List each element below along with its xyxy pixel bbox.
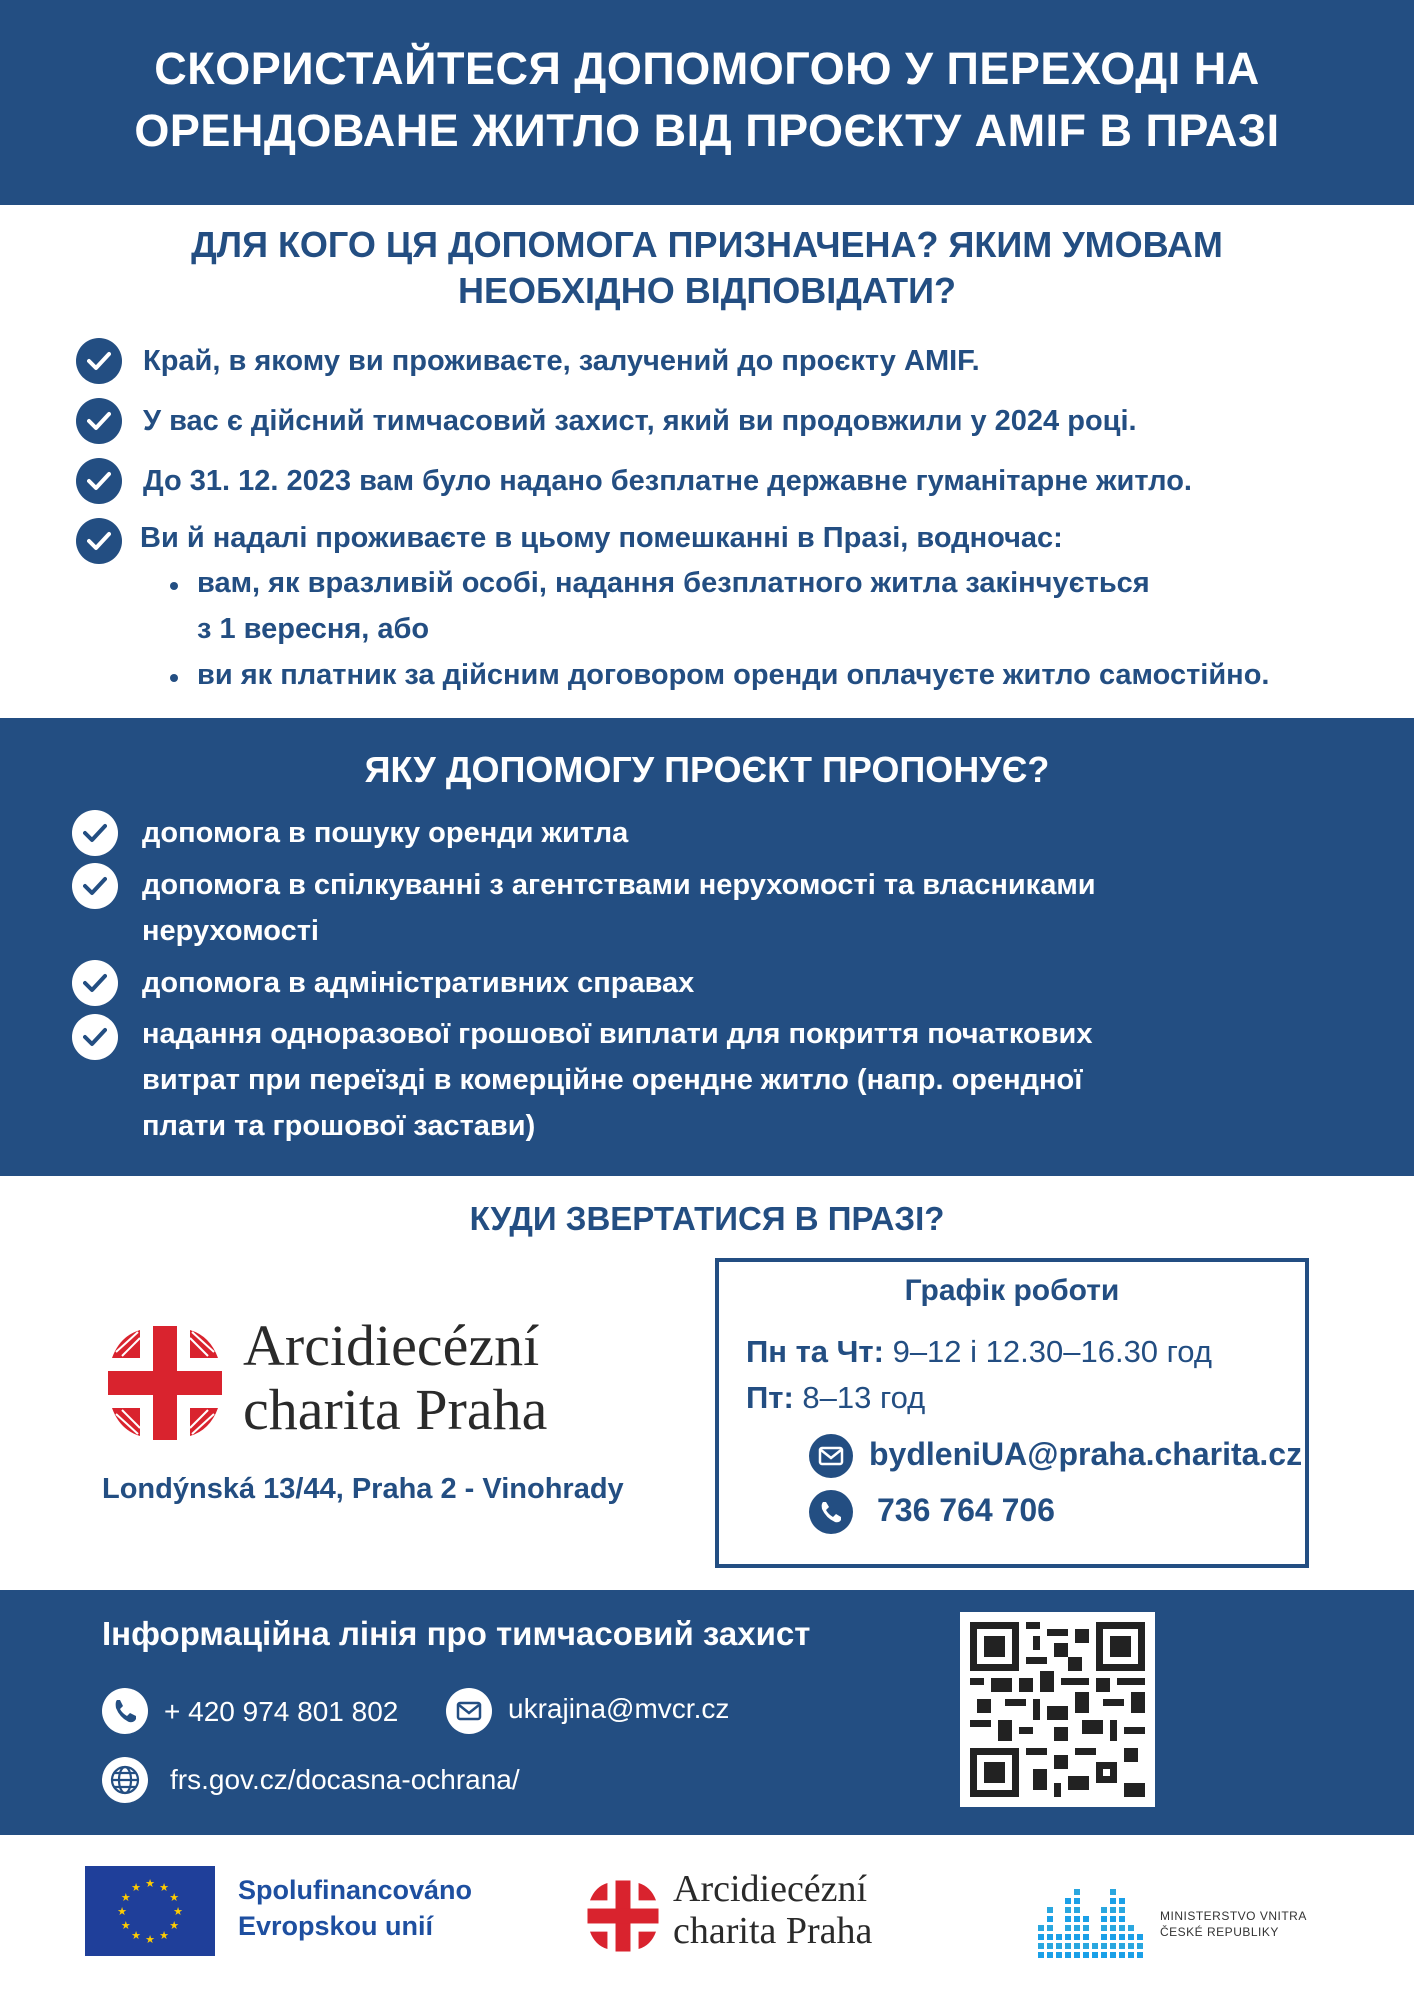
ministry-logo-dot bbox=[1074, 1898, 1080, 1904]
ministry-logo-dot bbox=[1047, 1916, 1053, 1922]
ministry-logo-dot bbox=[1092, 1952, 1098, 1958]
email-icon bbox=[809, 1434, 853, 1478]
contact-title: КУДИ ЗВЕРТАТИСЯ В ПРАЗІ? bbox=[469, 1200, 945, 1237]
eu-text-line-2: Evropskou unií bbox=[238, 1911, 434, 1941]
page-title-line-2: ОРЕНДОВАНЕ ЖИТЛО ВІД ПРОЄКТУ AMIF В ПРАЗІ bbox=[134, 105, 1280, 156]
eu-star-icon: ★ bbox=[159, 1930, 169, 1943]
ministry-logo-dot bbox=[1056, 1943, 1062, 1949]
eu-text-line-1: Spolufinancováno bbox=[238, 1875, 473, 1905]
charita-logo-text bbox=[243, 1314, 547, 1442]
ministry-text-line-2: ČESKÉ REPUBLIKY bbox=[1160, 1925, 1279, 1939]
ministry-logo-dot bbox=[1047, 1907, 1053, 1913]
ministry-logo-dot bbox=[1119, 1952, 1125, 1958]
charita-footer-line-2: charita Praha bbox=[673, 1910, 873, 1952]
ministry-logo-dot bbox=[1074, 1925, 1080, 1931]
eu-star-icon: ★ bbox=[117, 1906, 127, 1918]
charita-name-line-1: Arcidiecézní bbox=[243, 1313, 540, 1378]
eu-star-icon: ★ bbox=[159, 1881, 169, 1894]
ministry-logo-dot bbox=[1074, 1943, 1080, 1949]
check-icon bbox=[72, 810, 118, 856]
eligibility-sub-item: вам, як вразливій особі, надання безплатного житла закінчується bbox=[197, 567, 1150, 599]
ministry-logo-dot bbox=[1074, 1916, 1080, 1922]
ministry-logo-dot bbox=[1038, 1934, 1044, 1940]
ministry-logo-dot bbox=[1065, 1952, 1071, 1958]
ministry-logo-dot bbox=[1110, 1925, 1116, 1931]
ministry-logo-dot bbox=[1137, 1952, 1143, 1958]
charita-cross-logo-small bbox=[585, 1878, 661, 1954]
phone-icon bbox=[102, 1688, 148, 1734]
globe-icon bbox=[102, 1757, 148, 1803]
eligibility-title-line-1: ДЛЯ КОГО ЦЯ ДОПОМОГА ПРИЗНАЧЕНА? ЯКИМ УМОВАМ bbox=[191, 224, 1223, 265]
ministry-logo-dot bbox=[1047, 1943, 1053, 1949]
eligibility-item: У вас є дійсний тимчасовий захист, який ви продовжили у 2024 році. bbox=[143, 405, 1137, 437]
schedule-hours: 8–13 год bbox=[802, 1380, 926, 1415]
ministry-logo-dot bbox=[1092, 1943, 1098, 1949]
eu-star-icon: ★ bbox=[173, 1906, 183, 1918]
schedule-title: Графік роботи bbox=[904, 1274, 1120, 1307]
eu-star-icon: ★ bbox=[169, 1892, 180, 1904]
ministry-logo-dot bbox=[1119, 1934, 1125, 1940]
ministry-logo-dot bbox=[1038, 1943, 1044, 1949]
info-web[interactable]: frs.gov.cz/docasna-ochrana/ bbox=[170, 1764, 520, 1795]
charita-footer-logo-text bbox=[673, 1868, 872, 1952]
offer-title: ЯКУ ДОПОМОГУ ПРОЄКТ ПРОПОНУЄ? bbox=[364, 749, 1050, 790]
ministry-logo-dot bbox=[1110, 1889, 1116, 1895]
schedule-days: Пн та Чт: bbox=[746, 1334, 884, 1369]
check-icon bbox=[76, 518, 122, 564]
ministry-logo-dot bbox=[1110, 1943, 1116, 1949]
offer-item: допомога в спілкуванні з агентствами нерухомості та власниками bbox=[142, 869, 1096, 901]
ministry-logo-dot bbox=[1101, 1952, 1107, 1958]
check-icon bbox=[76, 398, 122, 444]
ministry-logo-dot bbox=[1056, 1934, 1062, 1940]
schedule-hours: 9–12 і 12.30–16.30 год bbox=[892, 1334, 1212, 1369]
eu-star-icon: ★ bbox=[131, 1930, 141, 1943]
eu-star-icon: ★ bbox=[131, 1881, 141, 1894]
ministry-logo-dot bbox=[1128, 1925, 1134, 1931]
ministry-logo-dot bbox=[1074, 1952, 1080, 1958]
check-icon bbox=[76, 458, 122, 504]
eligibility-item: Ви й надалі проживаєте в цьому помешканні в Празі, водночас: bbox=[140, 522, 1063, 554]
offer-item-cont: нерухомості bbox=[142, 915, 319, 947]
offer-item-cont: плати та грошової застави) bbox=[142, 1110, 536, 1142]
ministry-logo-dot bbox=[1119, 1907, 1125, 1913]
phone-icon bbox=[809, 1490, 853, 1534]
check-icon bbox=[72, 1014, 118, 1060]
ministry-logo-dot bbox=[1101, 1934, 1107, 1940]
ministry-logo-dot bbox=[1110, 1898, 1116, 1904]
eu-cofinanced-text bbox=[238, 1872, 472, 1944]
ministry-logo-dot bbox=[1110, 1934, 1116, 1940]
ministry-logo-dot bbox=[1110, 1907, 1116, 1913]
ministry-logo-dot bbox=[1128, 1943, 1134, 1949]
ministry-logo-dot bbox=[1119, 1898, 1125, 1904]
ministry-logo-dot bbox=[1110, 1952, 1116, 1958]
offer-item: надання одноразової грошової виплати для покриття початкових bbox=[142, 1018, 1093, 1050]
ministry-logo-dot bbox=[1101, 1925, 1107, 1931]
ministry-logo-dot bbox=[1083, 1925, 1089, 1931]
ministry-logo-dot bbox=[1074, 1907, 1080, 1913]
eu-star-icon: ★ bbox=[120, 1892, 131, 1904]
page-title bbox=[0, 38, 1414, 162]
charita-cross-logo bbox=[104, 1322, 226, 1444]
ministry-logo-dot bbox=[1047, 1934, 1053, 1940]
ministry-logo-dot bbox=[1047, 1952, 1053, 1958]
ministry-logo-dot bbox=[1065, 1907, 1071, 1913]
eu-flag-logo bbox=[85, 1866, 215, 1956]
offer-item-cont: витрат при переїзді в комерційне орендне житло (напр. орендної bbox=[142, 1064, 1083, 1096]
ministry-logo-dot bbox=[1110, 1916, 1116, 1922]
ministry-logo-dot bbox=[1065, 1916, 1071, 1922]
ministry-logo-dot bbox=[1137, 1934, 1143, 1940]
ministry-logo-dot bbox=[1083, 1943, 1089, 1949]
eligibility-title bbox=[0, 222, 1414, 314]
ministry-logo-dot bbox=[1137, 1943, 1143, 1949]
ministry-logo-dot bbox=[1128, 1934, 1134, 1940]
contact-phone[interactable]: 736 764 706 bbox=[877, 1492, 1055, 1528]
email-icon bbox=[446, 1688, 492, 1734]
ministry-logo-dot bbox=[1101, 1943, 1107, 1949]
info-email[interactable]: ukrajina@mvcr.cz bbox=[508, 1693, 730, 1724]
offer-item: допомога в адміністративних справах bbox=[142, 967, 695, 999]
charita-name-line-2: charita Praha bbox=[243, 1377, 548, 1442]
bullet-dot bbox=[170, 674, 178, 682]
ministry-logo-dot bbox=[1083, 1916, 1089, 1922]
check-icon bbox=[72, 960, 118, 1006]
eligibility-title-line-2: НЕОБХІДНО ВІДПОВІДАТИ? bbox=[458, 270, 956, 311]
ministry-logo-dot bbox=[1038, 1952, 1044, 1958]
check-icon bbox=[76, 338, 122, 384]
ministry-logo-dot bbox=[1128, 1952, 1134, 1958]
eligibility-item: До 31. 12. 2023 вам було надано безплатне державне гуманітарне житло. bbox=[143, 465, 1192, 497]
schedule-row bbox=[746, 1380, 925, 1416]
page-title-line-1: СКОРИСТАЙТЕСЯ ДОПОМОГОЮ У ПЕРЕХОДІ НА bbox=[154, 43, 1260, 94]
ministry-logo-dot bbox=[1038, 1925, 1044, 1931]
bullet-dot bbox=[170, 582, 178, 590]
ministry-logo-dot bbox=[1083, 1934, 1089, 1940]
info-line-title: Інформаційна лінія про тимчасовий захист bbox=[102, 1615, 811, 1652]
contact-email[interactable]: bydleniUA@praha.charita.cz bbox=[869, 1436, 1303, 1472]
eu-star-icon: ★ bbox=[145, 1878, 155, 1890]
ministry-logo-dot bbox=[1101, 1907, 1107, 1913]
eu-star-icon: ★ bbox=[145, 1934, 155, 1946]
ministry-logo-dot bbox=[1101, 1916, 1107, 1922]
charita-footer-line-1: Arcidiecézní bbox=[673, 1868, 868, 1910]
check-icon bbox=[72, 863, 118, 909]
ministry-logo-dot bbox=[1065, 1925, 1071, 1931]
offer-item: допомога в пошуку оренди житла bbox=[142, 817, 629, 849]
ministry-logo-dot bbox=[1119, 1925, 1125, 1931]
ministry-logo-dot bbox=[1065, 1934, 1071, 1940]
ministry-logo-dot bbox=[1047, 1925, 1053, 1931]
schedule-box bbox=[715, 1258, 1309, 1568]
eu-star-icon: ★ bbox=[120, 1920, 131, 1932]
info-phone[interactable]: + 420 974 801 802 bbox=[164, 1696, 399, 1727]
eligibility-sub-item: ви як платник за дійсним договором оренди оплачуєте житло самостійно. bbox=[197, 659, 1270, 691]
ministry-logo-dot bbox=[1065, 1943, 1071, 1949]
address: Londýnská 13/44, Praha 2 - Vinohrady bbox=[102, 1473, 624, 1505]
schedule-row bbox=[746, 1334, 1212, 1370]
ministry-logo bbox=[1036, 1880, 1146, 1960]
ministry-logo-dot bbox=[1065, 1898, 1071, 1904]
qr-code[interactable] bbox=[960, 1612, 1155, 1807]
eligibility-sub-item-cont: з 1 вересня, або bbox=[197, 613, 430, 645]
ministry-text bbox=[1160, 1908, 1307, 1940]
ministry-text-line-1: MINISTERSTVO VNITRA bbox=[1160, 1909, 1307, 1923]
ministry-logo-dot bbox=[1074, 1934, 1080, 1940]
eu-star-icon: ★ bbox=[169, 1920, 180, 1932]
ministry-logo-dot bbox=[1119, 1916, 1125, 1922]
ministry-logo-dot bbox=[1083, 1952, 1089, 1958]
ministry-logo-dot bbox=[1074, 1889, 1080, 1895]
eligibility-item: Край, в якому ви проживаєте, залучений до проєкту AMIF. bbox=[143, 345, 980, 377]
schedule-days: Пт: bbox=[746, 1380, 794, 1415]
ministry-logo-dot bbox=[1119, 1943, 1125, 1949]
ministry-logo-dot bbox=[1056, 1952, 1062, 1958]
